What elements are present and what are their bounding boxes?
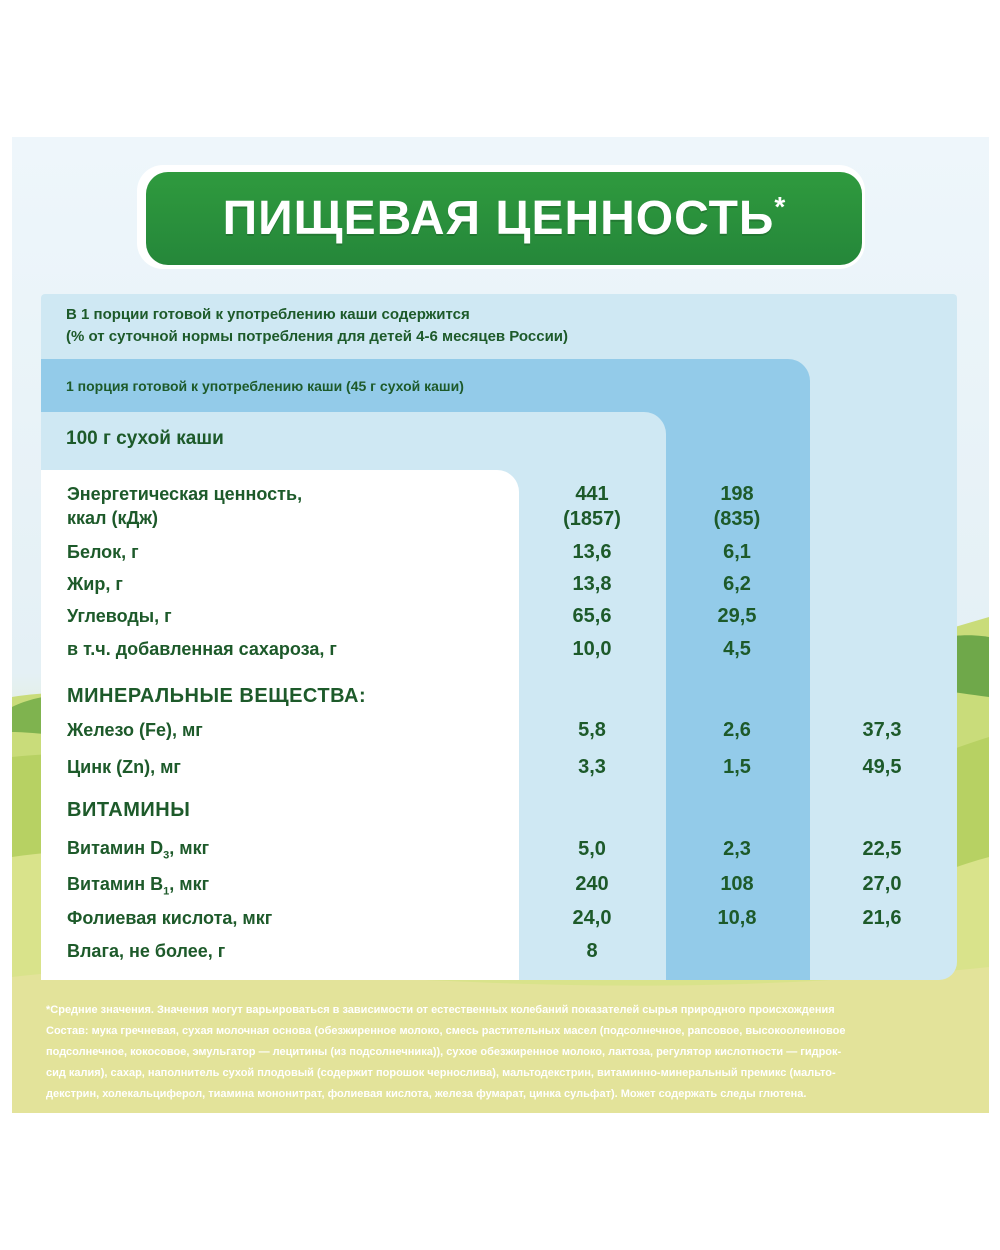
iron-portion: 2,6 [723,719,751,741]
sucrose-label: в т.ч. добавленная сахароза, г [67,639,337,659]
iron-percent: 37,3 [862,719,902,741]
header-line-2: (% от суточной нормы потребления для детей 4-6 месяцев России) [66,328,569,345]
vitamin-b1-percent: 27,0 [862,873,902,895]
moisture-label: Влага, не более, г [67,941,226,961]
vitamin-d3-portion: 2,3 [723,838,751,860]
vitamin-d3-label: Витамин $D_3$, мкг [67,838,210,862]
footnote-line-3: подсолнечное, кокосовое, эмульгатор — лецитины (из подсолнечника)), сухое обезжиренное молоко, лактоза, регулятор кислотности — гидрок- [46,1046,842,1058]
zinc-100g: 3,3 [578,756,606,778]
header-portion: 1 порция готовой к употреблению каши (45 г сухой каши) [66,378,464,394]
carbs-label: Углеводы, г [67,606,172,626]
title-badge [146,172,862,265]
sucrose-portion: 4,5 [723,638,751,660]
vitamin-b1-portion: 108 [720,873,754,895]
iron-100g: 5,8 [578,719,606,741]
vitamin-d3-percent: 22,5 [862,838,902,860]
footnote-line-5: декстрин, холекальциферол, тиамина мононитрат, фолиевая кислота, железа фумарат, цинка сульфат). Может содержать следы глютена. [46,1088,807,1100]
protein-label: Белок, г [67,542,139,562]
energy-100g-kcal: 441 [575,483,609,505]
vitamin-d3-100g: 5,0 [578,838,606,860]
zinc-label: Цинк (Zn), мг [67,757,181,777]
protein-portion: 6,1 [723,541,751,563]
footnote-line-2: Состав: мука гречневая, сухая молочная основа (обезжиренное молоко, смесь растительных масел (подсолнечное, рапсовое, высокоолеиновое [46,1025,846,1037]
header-100g: 100 г сухой каши [66,428,224,449]
carbs-100g: 65,6 [572,605,612,627]
vitamins-heading: ВИТАМИНЫ [67,799,191,821]
fat-portion: 6,2 [723,573,751,595]
energy-portion-kcal: 198 [720,483,754,505]
footnote-line-1: *Средние значения. Значения могут варьироваться в зависимости от естественных колебаний показателей сырья природного происхождения [46,1004,835,1016]
nutrition-panel [12,137,989,1113]
sucrose-100g: 10,0 [572,638,612,660]
minerals-heading: МИНЕРАЛЬНЫЕ ВЕЩЕСТВА: [67,685,367,707]
folic-acid-portion: 10,8 [717,907,757,929]
footnote [46,1000,961,1105]
zinc-percent: 49,5 [862,756,902,778]
folic-acid-100g: 24,0 [572,907,612,929]
energy-label-2: ккал (кДж) [67,508,159,528]
vitamin-b1-label: Витамин $B_1$, мкг [67,874,210,898]
energy-100g-kj: (1857) [563,508,621,530]
folic-acid-percent: 21,6 [862,907,902,929]
page-title: ПИЩЕВАЯ ЦЕННОСТЬ [222,192,775,245]
vitamin-b1-100g: 240 [575,873,609,895]
energy-label-1: Энергетическая ценность, [67,484,303,504]
footnote-line-4: сид калия), сахар, наполнитель сухой плодовый (содержит порошок чернослива), мальтодекстрин, витаминно-минеральный премикс (мальто- [46,1067,836,1079]
carbs-portion: 29,5 [717,605,757,627]
fat-100g: 13,8 [572,573,612,595]
iron-label: Железо (Fe), мг [67,720,203,740]
energy-portion-kj: (835) [713,508,761,530]
title-asterisk: * [774,190,786,222]
zinc-portion: 1,5 [723,756,751,778]
fat-label: Жир, г [67,574,123,594]
folic-acid-label: Фолиевая кислота, мкг [67,908,273,928]
protein-100g: 13,6 [572,541,612,563]
header-line-1: В 1 порции готовой к употреблению каши содержится [66,306,470,323]
moisture-100g: 8 [586,940,598,962]
